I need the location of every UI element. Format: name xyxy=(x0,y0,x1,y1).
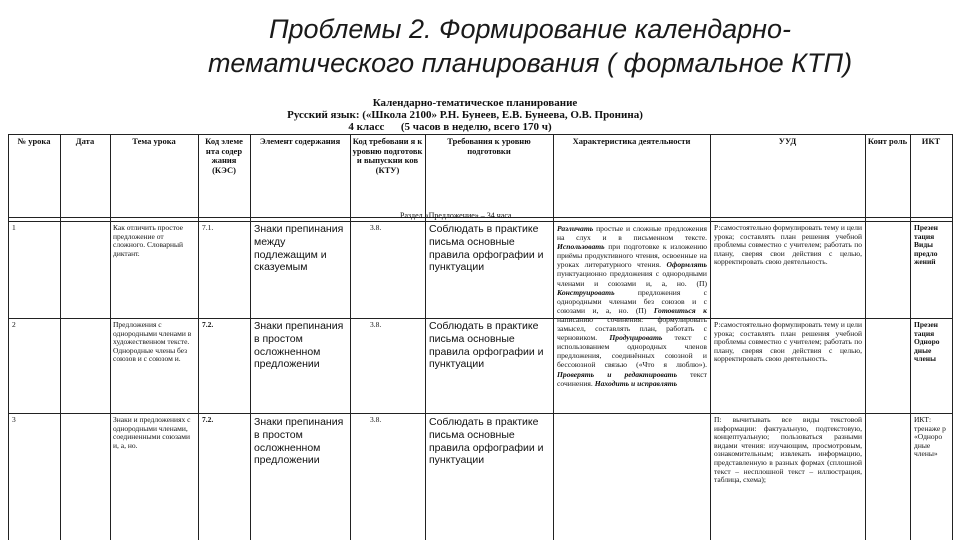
slide-title xyxy=(150,12,910,80)
grid-line xyxy=(553,134,554,540)
row-element: Знаки препинания в простом осложненном предложении xyxy=(254,416,344,467)
row-ktu: 3.8. xyxy=(370,224,382,232)
row-number: 2 xyxy=(12,321,16,329)
header-kes: Код элеме нта содер жания (КЭС) xyxy=(205,137,243,175)
header-ktu: Код требовани я к уровню подготовк и выпускни ков (КТУ) xyxy=(352,137,423,175)
row-uud: Р:самостоятельно формулировать тему и цели урока; составлять план решения учебной проблемы совместно с учителем; работать по плану, сверяя свои действия с целью, корректировать свою деятельность. xyxy=(714,321,862,364)
grid-line xyxy=(425,134,426,540)
row-topic: Знаки и предложениях с однородными членами, соединенными союзами и, а, но. xyxy=(113,416,191,450)
row-requirements: Соблюдать в практике письма основные правила орфографии и пунктуации xyxy=(429,223,544,274)
activity-verb: Готовиться к xyxy=(653,305,707,315)
header-lesson-number: № урока xyxy=(17,137,51,146)
activity-verb: Различать xyxy=(557,224,594,233)
document-title: Календарно-тематическое планирование xyxy=(372,97,578,109)
header-element: Элемент содержания xyxy=(259,137,341,146)
slide-title-line-1: Проблемы 2. Формирование календарно- xyxy=(268,14,792,44)
grid-line xyxy=(8,134,952,135)
activity-text: при подготовке к изложению приёмы продуктивного чтения, освоенные на уроках литературного чтения. xyxy=(557,242,707,270)
row-number: 1 xyxy=(12,224,16,232)
activity-verb: Оформлять xyxy=(666,260,707,270)
row-ikt: Презен тация Одноро дные члены xyxy=(914,321,940,364)
row-uud: П: вычитывать все виды текстовой информации: фактуальную, подтекстовую, концептуальную; пользоваться разными видами чтения: изучающим, просмотровым, ознакомительным; извлекать информацию, представленную в разных формах (сплошной текст – несплошной текст – иллюстрация, таблица, схема); xyxy=(714,416,862,485)
grid-line xyxy=(865,134,866,540)
grid-line xyxy=(8,413,952,414)
grid-line xyxy=(350,134,351,540)
activity-verb: Проверять и редактировать xyxy=(557,369,678,379)
document-subject: Русский язык: («Школа 2100» Р.Н. Бунеев, Е.В. Бунеева, О.В. Пронина) xyxy=(287,109,643,121)
grid-line xyxy=(952,134,953,540)
row-element: Знаки препинания в простом осложненном предложении xyxy=(254,320,344,371)
activity-description xyxy=(557,224,707,540)
row-topic: Предложения с однородными членами в художественном тексте. Однородные члены без союзов и с союзом и. xyxy=(113,321,192,364)
grid-line xyxy=(710,134,711,540)
activity-text: текст сочинения. xyxy=(557,369,707,388)
header-ikt: ИКТ xyxy=(921,137,941,146)
activity-verb: Находить и исправлять xyxy=(594,378,678,388)
row-kes: 7.2. xyxy=(202,416,214,424)
row-ikt: ИКТ: тренаже р «Одноро дные члены» xyxy=(914,416,946,459)
row-number: 3 xyxy=(12,416,16,424)
row-kes: 7.1. xyxy=(202,224,214,232)
row-uud: Р:самостоятельно формулировать тему и цели урока; составлять план решения учебной проблемы совместно с учителем; работать по плану, сверяя свои действия с целью, корректировать свою деятельность. xyxy=(714,224,862,267)
document-grade: 4 класс (5 часов в неделю, всего 170 ч) xyxy=(348,121,552,133)
row-requirements: Соблюдать в практике письма основные правила орфографии и пунктуации xyxy=(429,320,544,371)
activity-verb: Продуцировать xyxy=(609,333,663,343)
activity-verb: Конструировать xyxy=(557,287,615,297)
grid-line xyxy=(198,134,199,540)
row-kes: 7.2. xyxy=(202,321,214,329)
activity-text: простые и сложные предложения на слух и в письменном тексте. xyxy=(557,224,707,243)
row-element: Знаки препинания между подлежащим и сказуемым xyxy=(254,223,344,274)
grid-line xyxy=(8,318,952,319)
header-activity: Характеристика деятельности xyxy=(572,137,691,146)
header-uud: УУД xyxy=(778,137,797,146)
header-topic: Тема урока xyxy=(132,137,176,146)
activity-verb: Использовать xyxy=(557,242,605,252)
header-date: Дата xyxy=(75,137,95,146)
activity-text: написанию сочинения: формулировать замысел, составлять план, работать с черновиком. xyxy=(557,314,707,343)
document-heading xyxy=(0,97,960,133)
header-requirements: Требования к уровню подготовки xyxy=(447,137,531,156)
grid-line xyxy=(110,134,111,540)
row-ikt: Презен тация Виды предло жений xyxy=(914,224,938,267)
grid-line xyxy=(8,221,952,222)
grid-line xyxy=(60,134,61,540)
activity-text: текст с использованием однородных членов предложения, соединённых союзной и бессоюзной связью («Что я люблю»). xyxy=(557,333,707,370)
grid-line xyxy=(910,134,911,540)
row-requirements: Соблюдать в практике письма основные правила орфографии и пунктуации xyxy=(429,416,544,467)
activity-text: предложения с однородными членами без союзов и с союзами и, а, но. (П) xyxy=(557,287,707,315)
activity-text: пунктуационно предложения с однородными членами и союзами и, а, но. (П) xyxy=(557,269,707,288)
row-ktu: 3.8. xyxy=(370,416,382,424)
grid-line xyxy=(250,134,251,540)
slide-title-line-2: тематического планирования ( формальное КТП) xyxy=(207,48,853,78)
row-topic: Как отличить простое предложение от сложного. Словарный диктант. xyxy=(113,224,184,258)
grid-line xyxy=(8,134,9,540)
header-control: Конт роль xyxy=(867,137,908,146)
section-label: Раздел «Предложение» – 34 часа xyxy=(400,211,512,220)
row-ktu: 3.8. xyxy=(370,321,382,329)
